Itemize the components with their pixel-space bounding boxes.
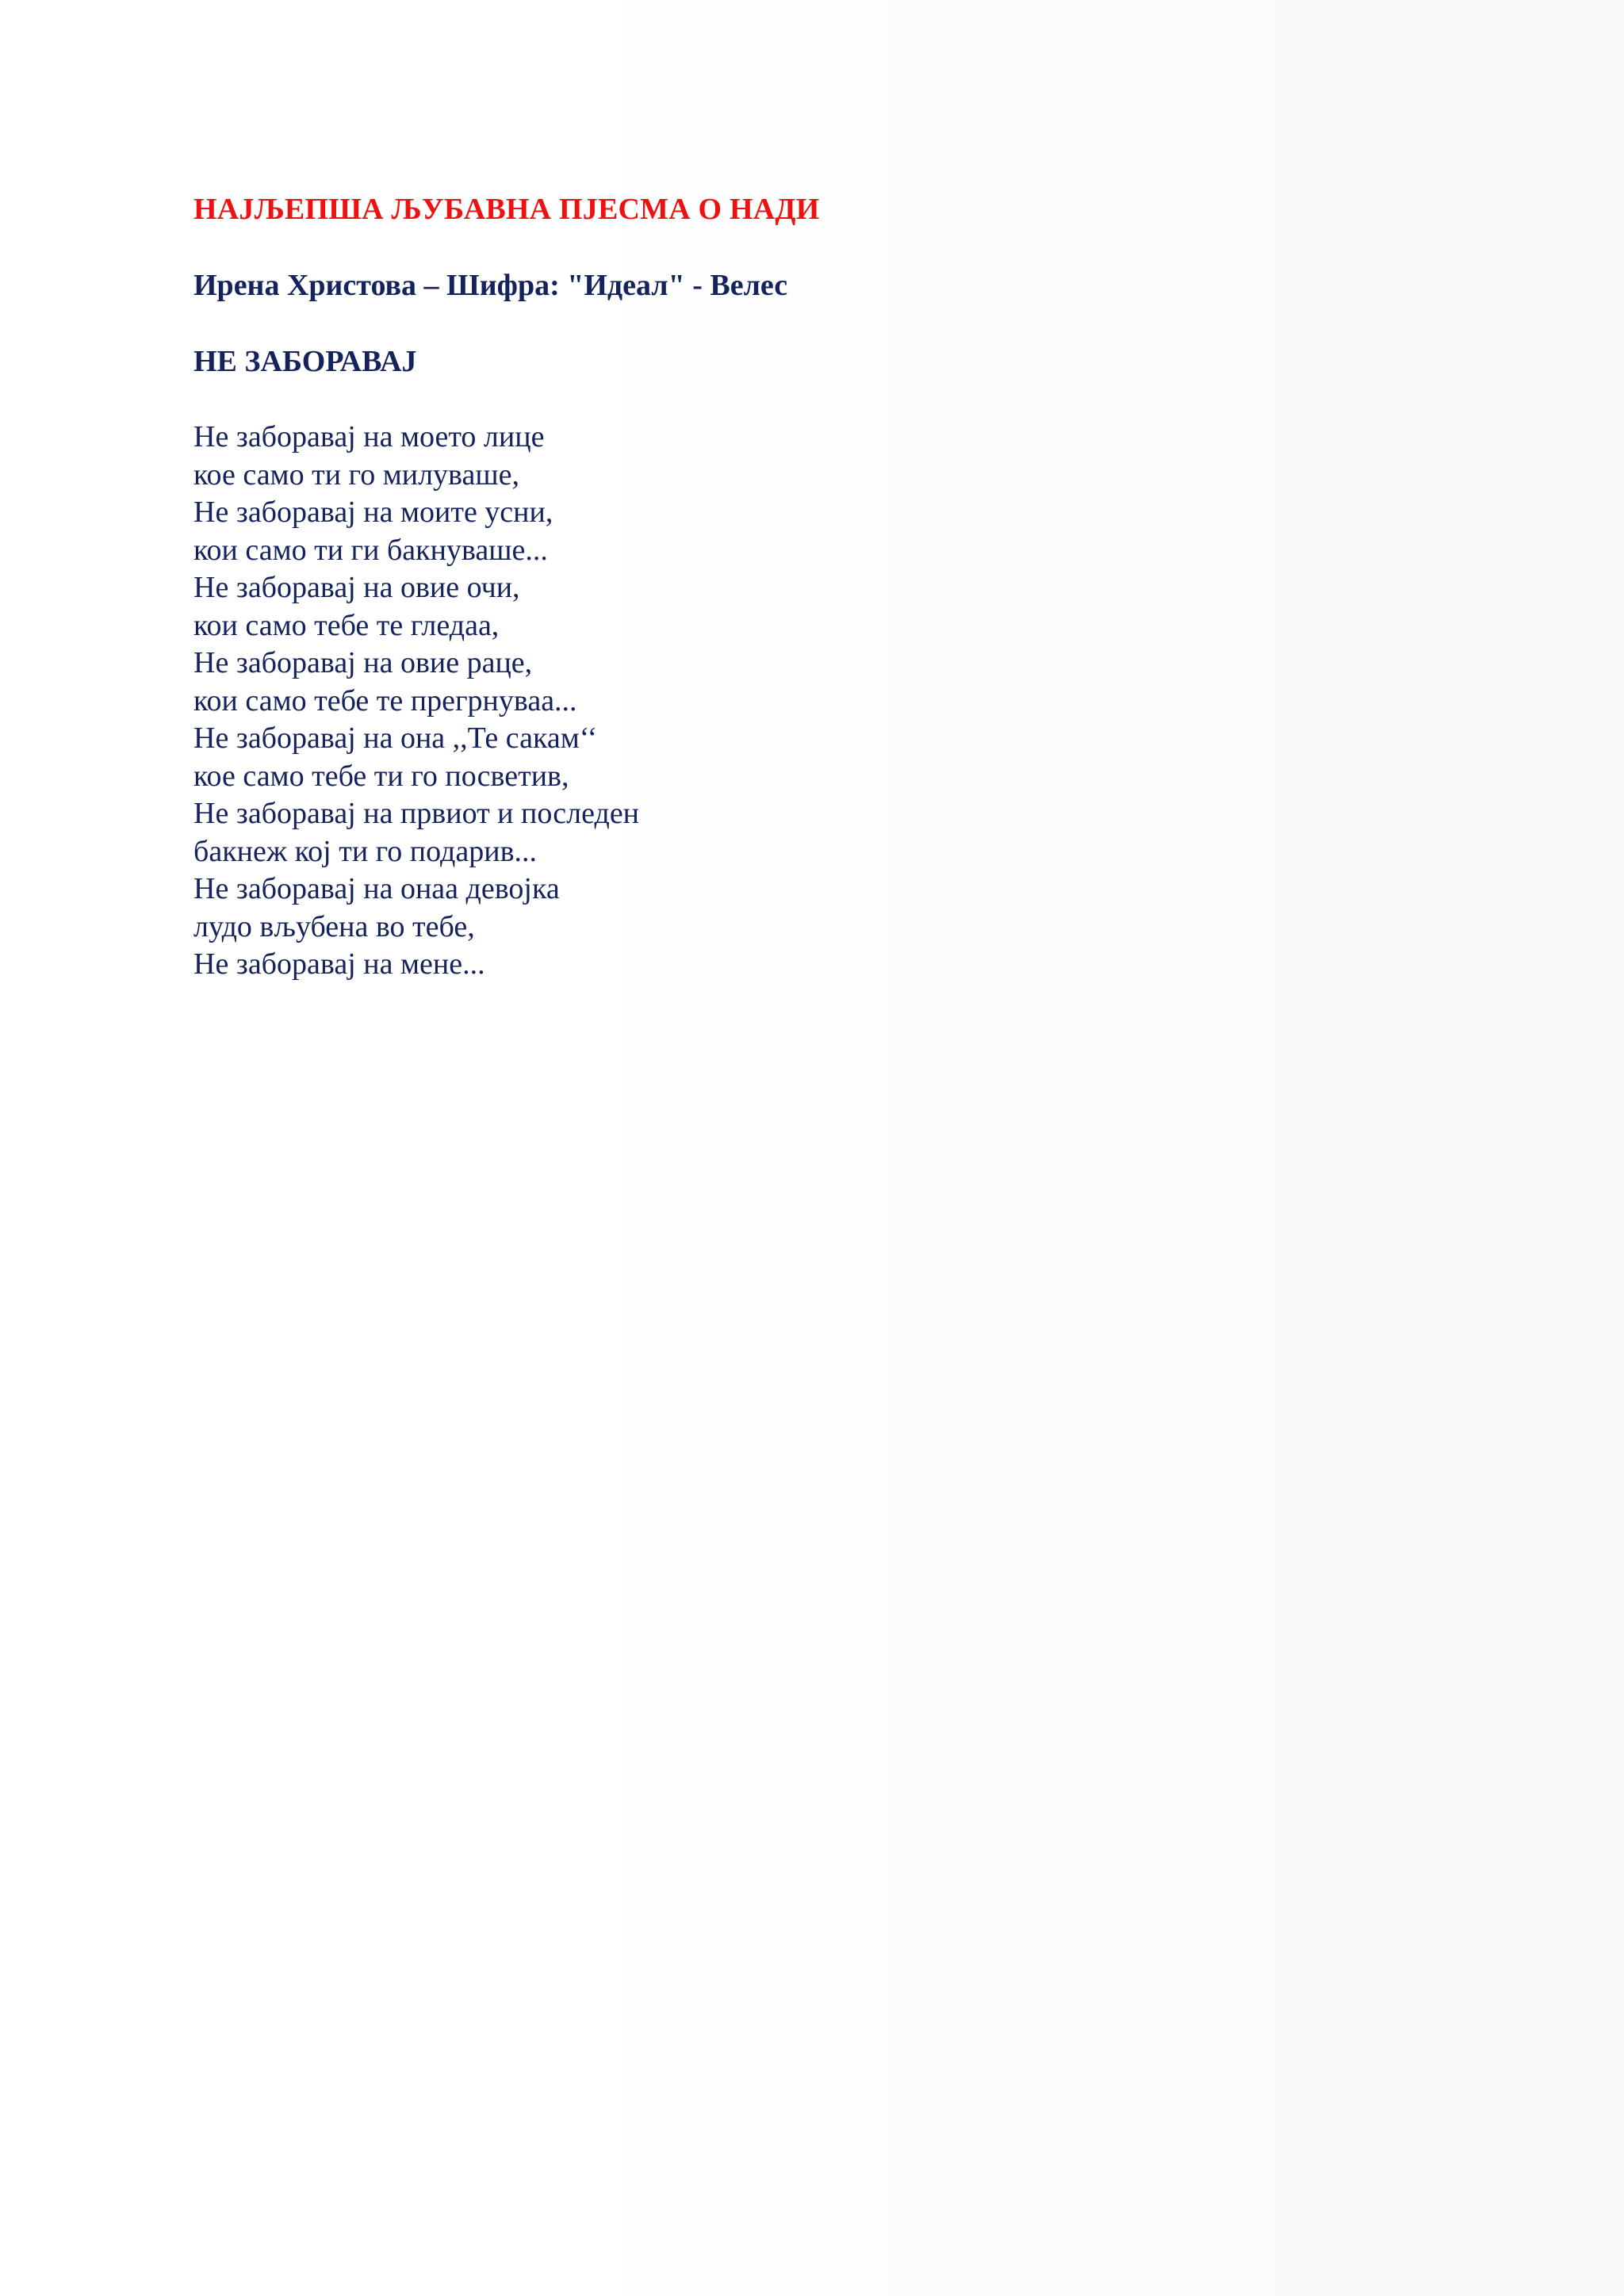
- poem-line: Не заборавај на она ,,Те сакам‘‘: [193, 721, 598, 755]
- poem-title: НЕ ЗАБОРАВАЈ: [193, 345, 417, 378]
- poem-line: Не заборавај на мене...: [193, 947, 485, 981]
- poem-line: Не заборавај на онаа девојка: [193, 872, 560, 905]
- poem-line: кое само ти го милуваше,: [193, 457, 519, 492]
- poem-line: Не заборавај на моето лице: [193, 420, 545, 453]
- document-heading: НАЈЉЕПША ЉУБАВНА ПЈЕСМА О НАДИ: [193, 193, 820, 226]
- poem-line: кои само тебе те прегрнуваа...: [193, 683, 577, 718]
- poem-line: Не заборавај на првиот и последен: [193, 797, 640, 830]
- poem-line: кои само тебе те гледаа,: [193, 608, 500, 642]
- author-line: Ирена Христова – Шифра: "Идеал" - Велес: [193, 269, 788, 302]
- poem-line: Не заборавај на овие очи,: [193, 571, 520, 604]
- poem-line: лудо вљубена во тебе,: [193, 909, 475, 943]
- poem-line: Не заборавај на овие раце,: [193, 646, 533, 679]
- poem-line: кое само тебе ти го посветив,: [193, 759, 569, 793]
- document-content: [193, 190, 1462, 984]
- poem-line: кои само ти ги бакнуваше...: [193, 533, 548, 567]
- poem-line: бакнеж кој ти го подарив...: [193, 834, 538, 868]
- poem-body: [193, 419, 1462, 984]
- poem-line: Не заборавај на моите усни,: [193, 496, 553, 529]
